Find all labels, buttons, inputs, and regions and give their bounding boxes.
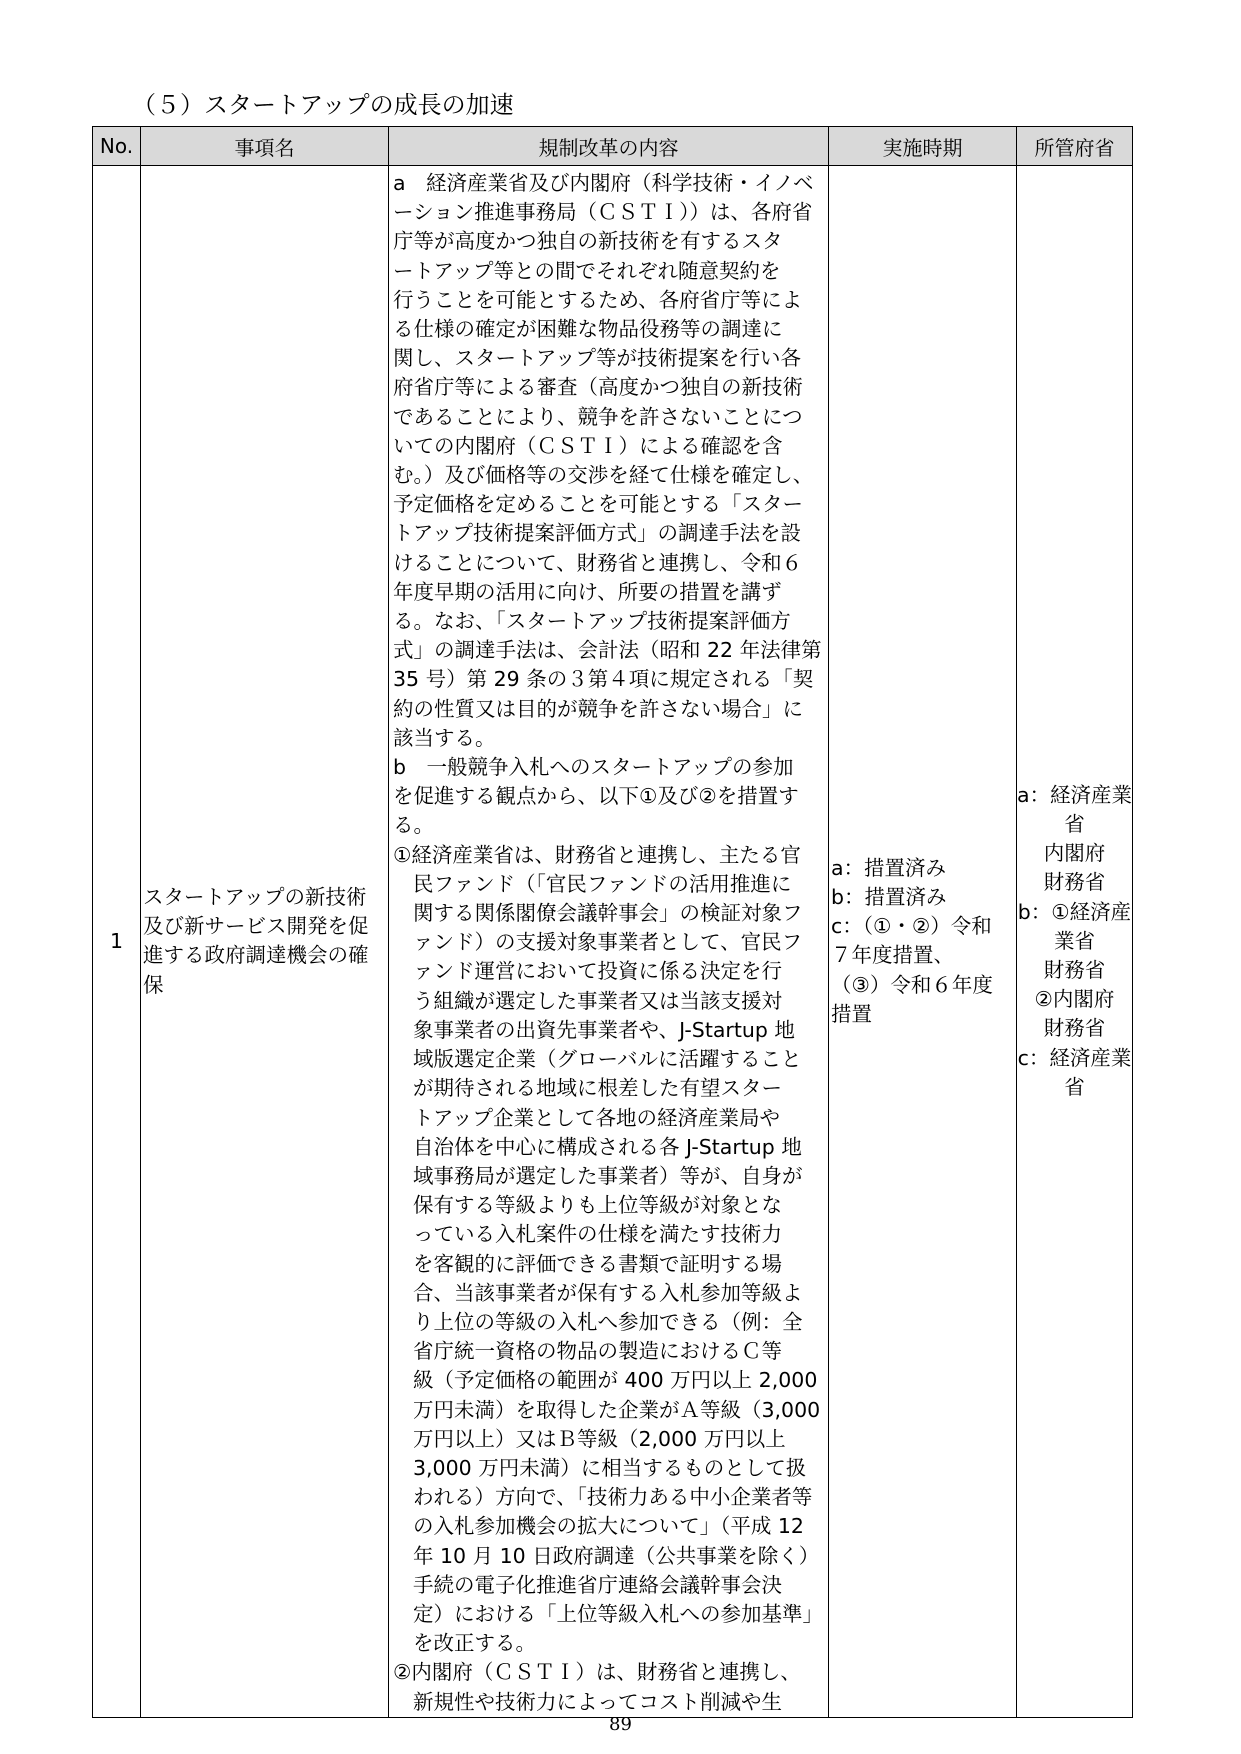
text-line: 域事務局が選定した事業者）等が、自身が [413,1163,803,1188]
text-line: ②内閣府（ＣＳＴＩ）は、財務省と連携し、 [393,1660,801,1685]
text-line: る。 [393,813,434,838]
text-line: 財務省 [1043,870,1106,895]
text-line: c：（①・②）令和 [831,914,992,939]
text-line: 省庁統一資格の物品の製造におけるＣ等 [413,1339,782,1364]
header-content: 規制改革の内容 [389,127,829,166]
text-line: ②内閣府 [1034,987,1115,1012]
text-line: a 経済産業省及び内閣府（科学技術・イノベ [393,171,814,195]
text-line: 措置 [831,1001,872,1026]
text-line: 財務省 [1043,1016,1106,1041]
text-line: トアップ企業として各地の経済産業局や [413,1105,780,1130]
table-row [93,166,1133,1718]
text-line: 35 号）第 29 条の３第４項に規定される「契 [393,667,814,692]
text-line: 業省 [1054,928,1095,953]
item-name [141,166,389,1718]
text-line: っている入札案件の仕様を満たす技術力 [413,1222,782,1247]
text-line: ァンド）の支援対象事業者として、官民フ [413,930,803,955]
text-line: 年度早期の活用に向け、所要の措置を講ず [393,579,782,604]
text-line: 万円以上）又はＢ等級（2,000 万円以上 [413,1426,786,1451]
text-line: 約の性質又は目的が競争を許さない場合」に [393,696,803,721]
header-item: 事項名 [141,127,389,166]
text-line: 式」の調達手法は、会計法（昭和 22 年法律第 [393,638,822,663]
ministry-lines [1017,781,1132,1102]
text-line: 財務省 [1043,957,1106,982]
text-line: 級（予定価格の範囲が 400 万円以上 2,000 [413,1368,818,1393]
text-line: 内閣府 [1043,841,1106,866]
reform-content [389,166,829,1718]
content-indented-lines [393,870,826,1658]
text-line: ７年度措置、 [831,943,954,968]
text-line: 域版選定企業（グローバルに活躍すること [413,1047,802,1072]
text-line: る仕様の確定が困難な物品役務等の調達に [393,317,783,342]
responsible-ministry [1017,166,1133,1718]
content-tail-lines [393,1658,826,1687]
text-line: 象事業者の出資先事業者や、J-Startup 地 [413,1017,795,1042]
text-line: a：措置済み [831,855,947,880]
text-line: の入札参加機会の拡大について」（平成 12 [413,1514,804,1539]
text-line: 府省庁等による審査（高度かつ独自の新技術 [393,375,803,400]
text-line: 関し、スタートアップ等が技術提案を行い各 [393,346,801,371]
header-no: No. [93,127,141,166]
regulation-table [92,126,1133,1718]
header-timing: 実施時期 [829,127,1017,166]
text-line: 年 10 月 10 日政府調達（公共事業を除く） [413,1543,820,1568]
text-line: を客観的に評価できる書類で証明する場 [413,1251,782,1276]
text-line: 予定価格を定めることを可能とする「スター [393,492,803,517]
item-name-lines [143,883,386,1000]
text-line: ァンド運営において投資に係る決定を行 [413,959,782,984]
text-line: われる）方向で、「技術力ある中小企業者等 [413,1485,813,1510]
text-line: を改正する。 [413,1631,536,1656]
text-line: ①経済産業省は、財務省と連携し、主たる官 [393,842,801,867]
text-line: 新規性や技術力によってコスト削減や生 [413,1689,782,1714]
text-line: トアップ技術提案評価方式」の調達手法を設 [393,521,801,546]
text-line: 自治体を中心に構成される各 J-Startup 地 [413,1134,802,1159]
text-line: う組織が選定した事業者又は当該支援対 [413,988,782,1013]
text-line: b：措置済み [831,884,947,909]
text-line: 保 [143,972,164,997]
text-line: り上位の等級の入札へ参加できる（例：全 [413,1309,803,1334]
text-line: 及び新サービス開発を促 [143,914,369,939]
table-header-row [93,127,1133,166]
text-line: スタートアップの新技術 [143,884,367,909]
text-line: 合、当該事業者が保有する入札参加等級よ [413,1280,803,1305]
text-line: 定）における「上位等級入札への参加基準」 [413,1601,823,1626]
text-line: c：経済産業 [1017,1045,1132,1070]
text-line: いての内閣府（ＣＳＴＩ）による確認を含 [393,433,783,458]
text-line: 3,000 万円未満）に相当するものとして扱 [413,1455,807,1480]
text-line: ートアップ等との間でそれぞれ随意契約を [393,258,781,283]
text-line: けることについて、財務省と連携し、令和６ [393,550,803,575]
text-line: を促進する観点から、以下①及び②を措置す [393,784,799,809]
text-line: であることにより、競争を許さないことにつ [393,404,803,429]
text-line: 該当する。 [393,725,496,750]
text-line: 万円未満）を取得した企業がＡ等級（3,000 [413,1397,821,1422]
text-line: 省 [1064,811,1085,836]
timing-lines [831,854,1014,1029]
text-line: （③）令和６年度 [831,972,993,997]
text-line: が期待される地域に根差した有望スター [413,1076,782,1101]
text-line: 庁等が高度かつ独自の新技術を有するスタ [393,229,783,254]
header-ministry: 所管府省 [1017,127,1133,166]
text-line: む。）及び価格等の交渉を経て仕様を確定し、 [393,463,814,488]
text-line: b 一般競争入札へのスタートアップの参加 [393,755,794,780]
implementation-timing [829,166,1017,1718]
text-line: ーション推進事務局（ＣＳＴＩ））は、各府省 [393,200,813,225]
section-title: （５）スタートアップの成長の加速 [132,91,514,119]
text-line: る。なお、「スタートアップ技術提案評価方 [393,609,791,634]
content-lines [393,169,826,870]
content-tail-indented-lines [393,1688,826,1717]
text-line: a：経済産業 [1017,782,1133,807]
page-number: 89 [609,1714,632,1735]
row-number: 1 [93,166,141,1718]
text-line: 行うことを可能とするため、各府省庁等によ [393,287,803,312]
text-line: 関する関係閣僚会議幹事会」の検証対象フ [413,901,803,926]
text-line: 進する政府調達機会の確 [143,943,369,968]
text-line: b：①経済産 [1017,899,1132,924]
text-line: 民ファンド（「官民ファンドの活用推進に [413,871,792,896]
text-line: 省 [1064,1074,1085,1099]
text-line: 手続の電子化推進省庁連絡会議幹事会決 [413,1572,782,1597]
text-line: 保有する等級よりも上位等級が対象とな [413,1193,782,1218]
